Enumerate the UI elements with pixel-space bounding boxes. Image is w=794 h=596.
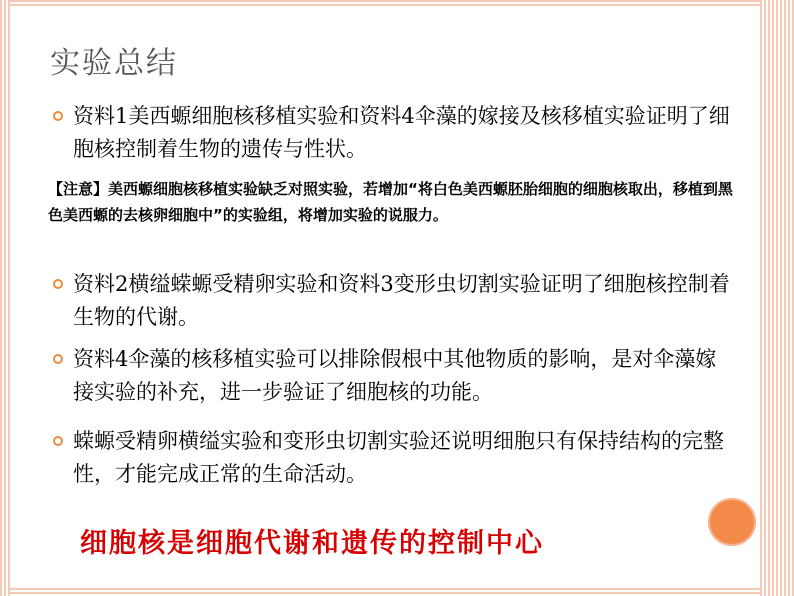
bottom-border: [0, 588, 794, 596]
bullet-item-1: [55, 100, 735, 166]
left-border: [0, 0, 10, 596]
ring-bullet-icon: [53, 436, 63, 446]
bullet-text: 蝾螈受精卵横缢实验和变形虫切割实验还说明细胞只有保持结构的完整性，才能完成正常的生命活动。: [73, 429, 724, 486]
slide-title: 实验总结: [50, 46, 178, 81]
top-border: [0, 0, 794, 8]
bullet-text: 资料2横缢蝾螈受精卵实验和资料3变形虫切割实验证明了细胞核控制着生物的代谢。: [73, 272, 730, 329]
ring-bullet-icon: [53, 279, 63, 289]
bullet-text: 资料4伞藻的核移植实验可以排除假根中其他物质的影响，是对伞藻嫁接实验的补充，进一步验证了细胞核的功能。: [73, 347, 717, 404]
bullet-item-4: [55, 425, 735, 491]
bullet-item-3: [55, 343, 735, 409]
note-paragraph: 【注意】美西螈细胞核移植实验缺乏对照实验，若增加“将白色美西螈胚胎细胞的细胞核取出，移植到黑色美西螈的去核卵细胞中”的实验组，将增加实验的说服力。: [48, 180, 733, 224]
ring-bullet-icon: [53, 111, 63, 121]
right-border: [760, 0, 794, 596]
conclusion-text: 细胞核是细胞代谢和遗传的控制中心: [80, 528, 544, 559]
ring-bullet-icon: [53, 354, 63, 364]
orange-circle-icon: [708, 498, 756, 546]
bullet-text: 资料1美西螈细胞核移植实验和资料4伞藻的嫁接及核移植实验证明了细胞核控制着生物的遗传与性状。: [73, 104, 730, 161]
bullet-item-2: [55, 268, 735, 334]
